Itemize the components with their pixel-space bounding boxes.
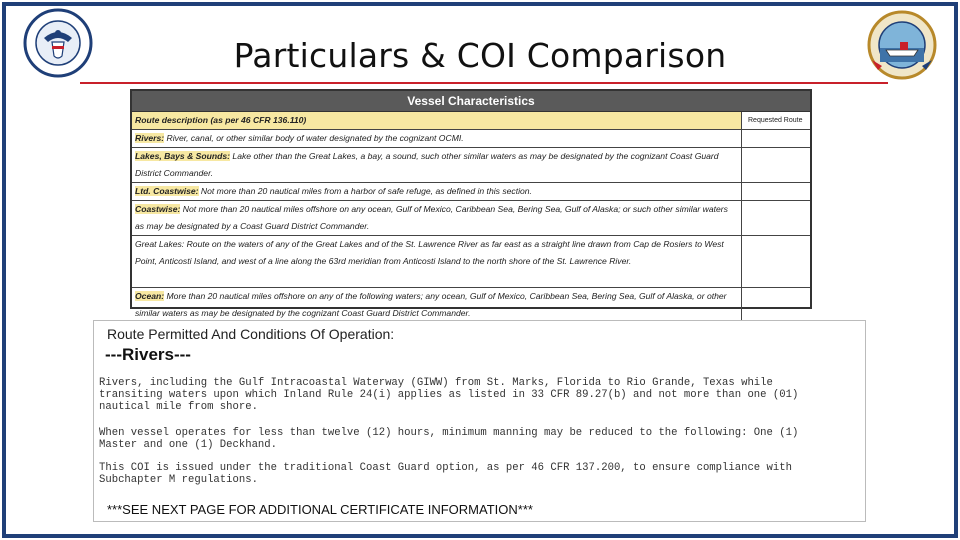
title-divider — [80, 82, 888, 84]
route-description-cell — [132, 148, 742, 182]
route-description-cell — [132, 201, 742, 235]
dhs-seal-logo — [12, 8, 104, 78]
coi-heading: Route Permitted And Conditions Of Operation: — [107, 326, 395, 342]
route-description-cell — [132, 112, 742, 129]
table-header: Vessel Characteristics — [132, 91, 810, 112]
coi-route-paragraph: Rivers, including the Gulf Intracoastal Waterway (GIWW) from St. Marks, Florida to Rio Grande, Texas while transiting waters upon which Inland Rule 24(i) applies as listed in 33 CFR 89.27(b) and not more than one (01) nautical mile from shore. — [99, 377, 799, 413]
route-type-description: More than 20 nautical miles offshore on any of the following waters; any ocean, Gulf of Mexico, Caribbean Sea, Bering Sea, Gulf of Alaska, or other similar waters as may be designated by the cognizant Coast Guard District Commander. — [135, 291, 727, 318]
route-type-label: Ltd. Coastwise: — [135, 186, 199, 196]
vessel-characteristics-table — [130, 89, 812, 318]
table-row — [132, 288, 810, 323]
page-title: Particulars & COI Comparison — [233, 36, 727, 75]
coi-option-paragraph: This COI is issued under the traditional Coast Guard option, as per 46 CFR 137.200, to ensure compliance with Subchapter M regulations. — [99, 462, 792, 486]
requested-route-cell — [742, 288, 810, 322]
table-row — [132, 148, 810, 183]
table-row — [132, 112, 810, 130]
route-type-label: Coastwise: — [135, 204, 181, 214]
requested-route-cell — [742, 130, 810, 147]
route-description-cell — [132, 130, 742, 147]
route-type-description: River, canal, or other similar body of water designated by the cognizant OCMI. — [164, 133, 464, 143]
requested-route-cell: Requested Route — [748, 117, 803, 124]
route-type-description: Lake other than the Great Lakes, a bay, a sound, such other similar waters as may be designated by the cognizant Coast Guard District Commander. — [135, 151, 719, 178]
route-type-label: Ocean: — [135, 291, 165, 301]
route-description-cell — [132, 288, 742, 322]
table-body — [132, 112, 810, 323]
route-type-label: Rivers: — [135, 133, 165, 143]
coi-additional-info-note: ***SEE NEXT PAGE FOR ADDITIONAL CERTIFICATE INFORMATION*** — [107, 502, 533, 517]
requested-route-cell — [742, 148, 810, 182]
requested-route-cell — [742, 236, 810, 287]
route-type-label: Lakes, Bays & Sounds: — [135, 151, 231, 161]
coast-guard-sector-seal-logo — [858, 10, 946, 80]
table-row — [132, 236, 810, 288]
coi-excerpt — [93, 320, 866, 522]
route-type-label: Route description (as per 46 CFR 136.110) — [135, 115, 307, 125]
route-description-cell — [132, 183, 742, 200]
requested-route-cell — [742, 201, 810, 235]
table-row — [132, 201, 810, 236]
table-row — [132, 130, 810, 148]
route-type-description: Not more than 20 nautical miles offshore on any ocean, Gulf of Mexico, Caribbean Sea, Bering Sea, Gulf of Alaska; or such other similar waters as may be designated by a Coast Guard District Commander. — [135, 204, 728, 231]
route-type-description: Great Lakes: Route on the waters of any of the Great Lakes and of the St. Lawrence River as far east as a straight line drawn from Cap de Rosiers to West Point, Anticosti Island, and west of a line along the 63rd meridian from Anticosti Island to the north shore of the St. Lawrence River. — [135, 239, 724, 266]
coi-manning-paragraph: When vessel operates for less than twelve (12) hours, minimum manning may be reduced to the following: One (1) Master and one (1) Deckhand. — [99, 427, 799, 451]
route-description-cell — [132, 236, 742, 287]
route-type-description: Not more than 20 nautical miles from a harbor of safe refuge, as defined in this section. — [198, 186, 532, 196]
table-row — [132, 183, 810, 201]
coi-route-subheading: ---Rivers--- — [105, 345, 191, 364]
requested-route-cell — [742, 183, 810, 200]
